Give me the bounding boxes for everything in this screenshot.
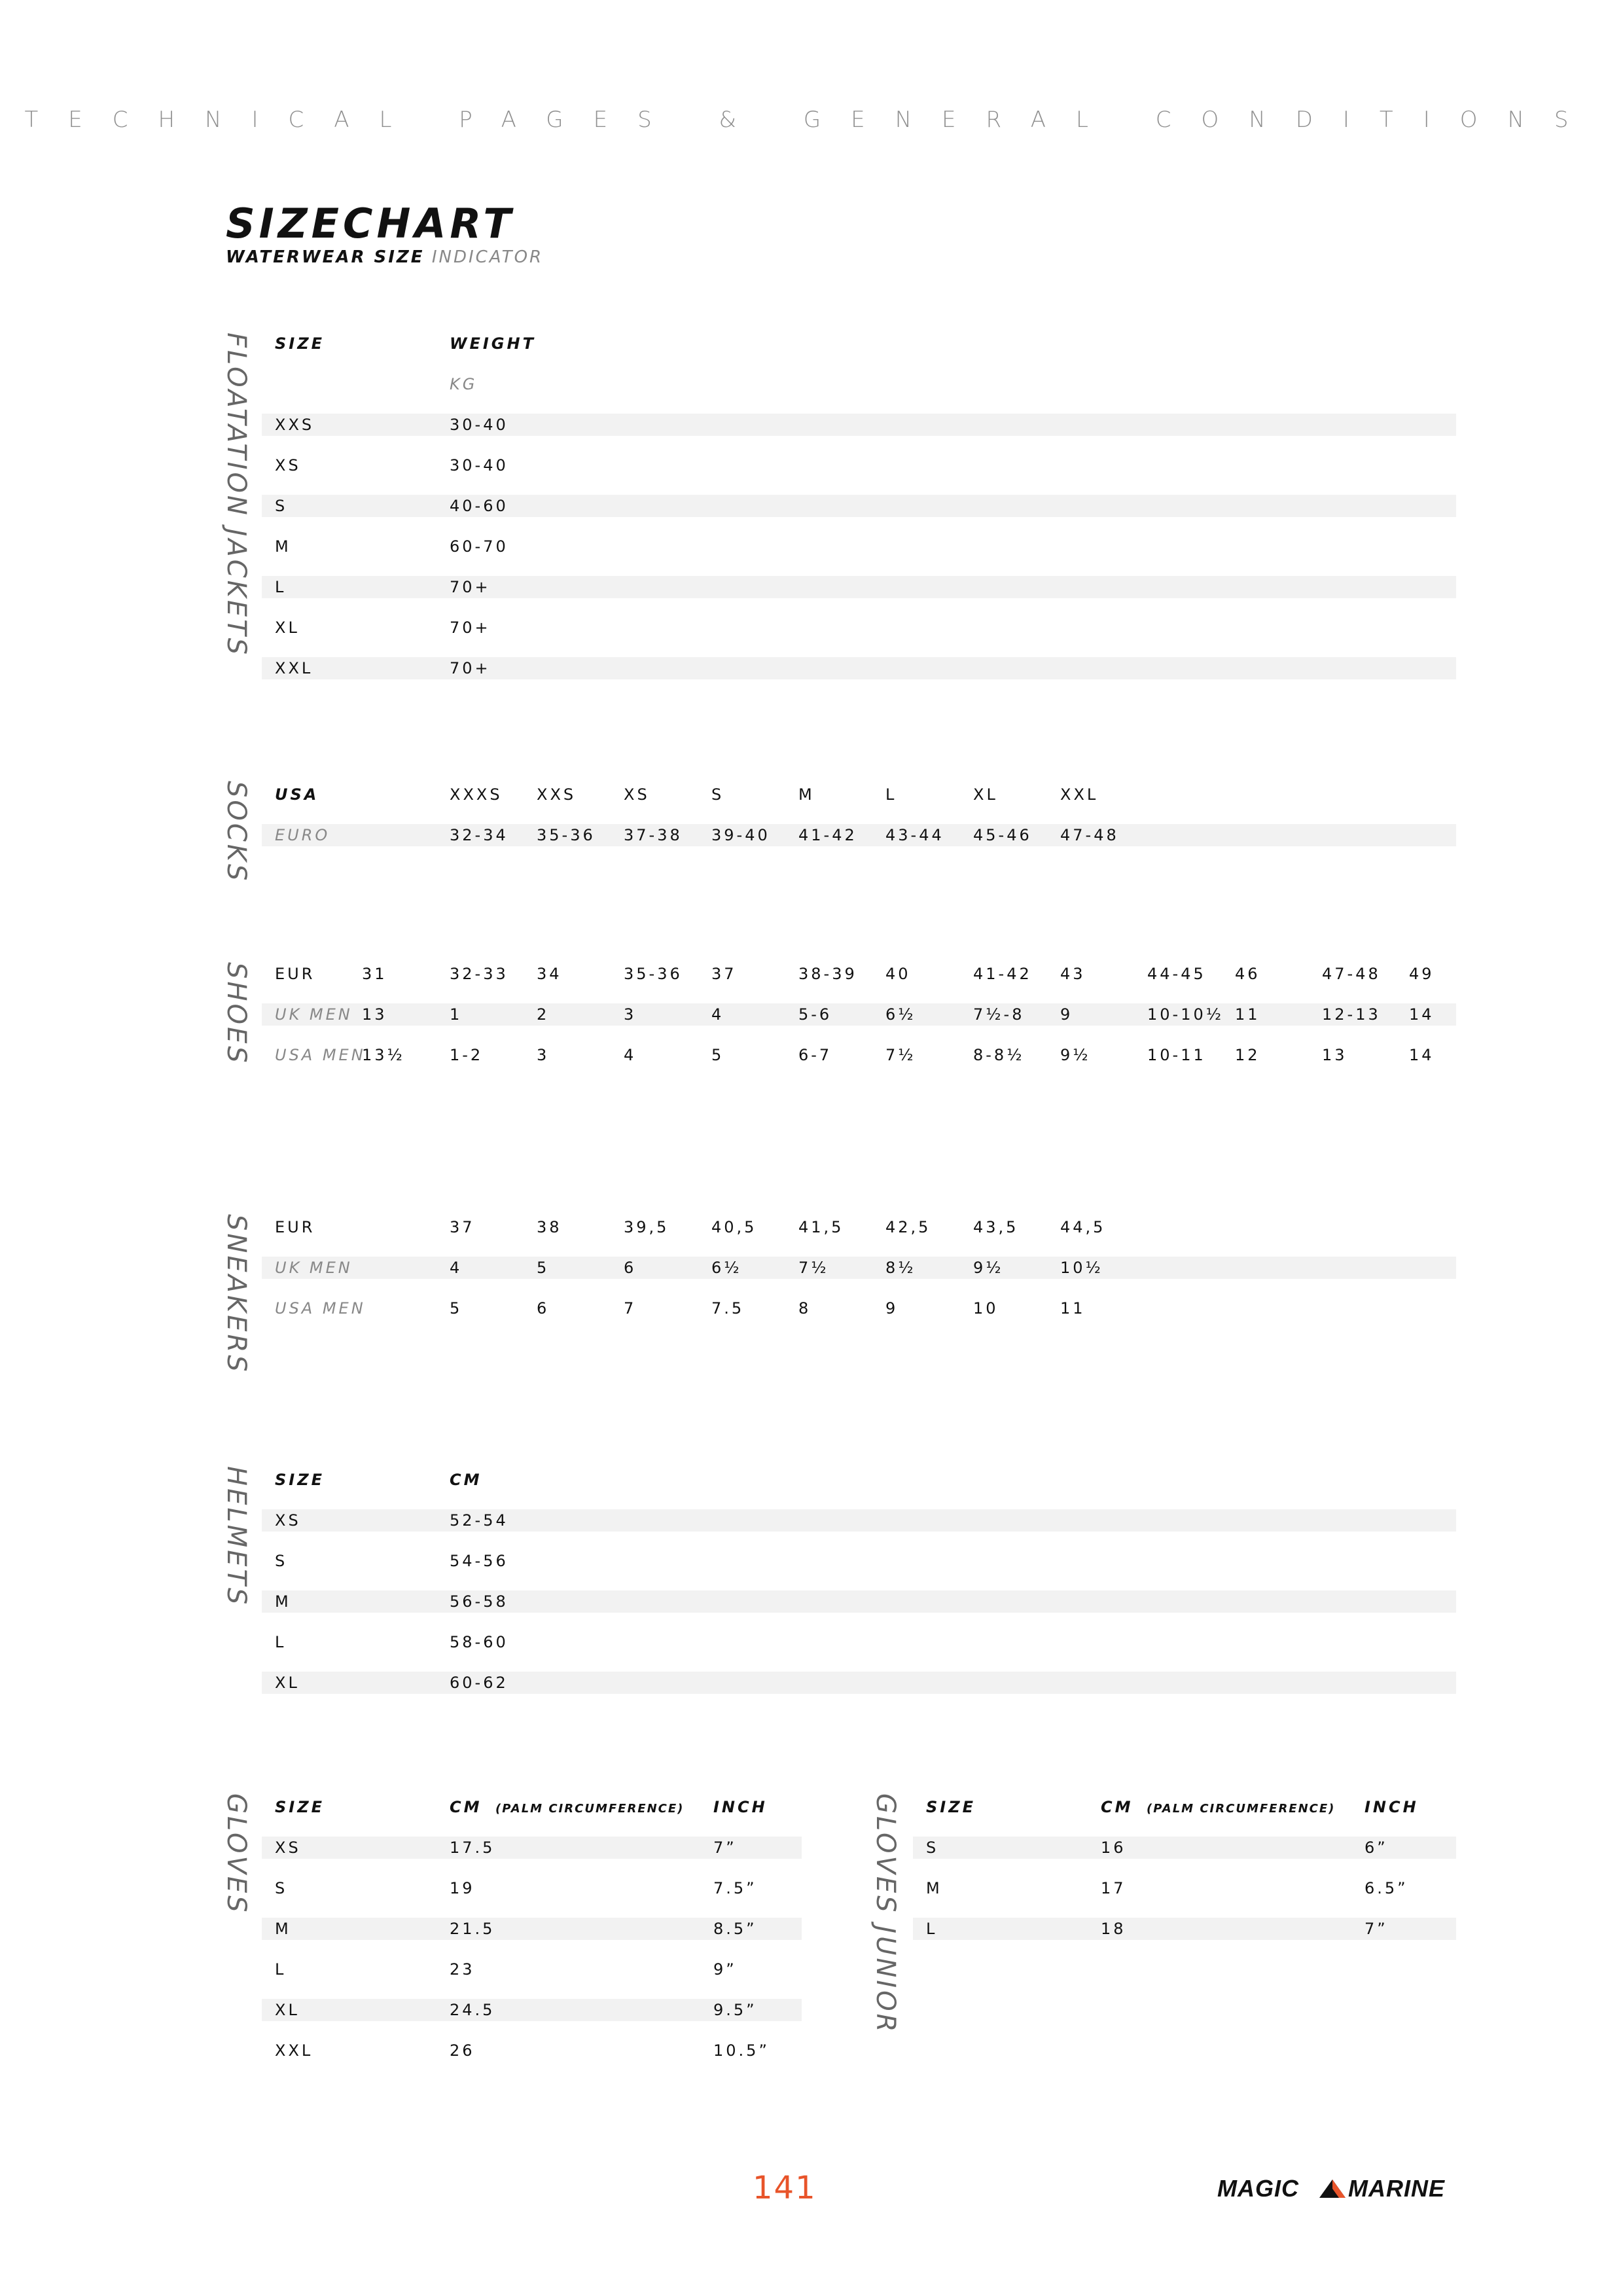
table-cell: 42,5 — [885, 1218, 931, 1236]
table-cell: 37 — [450, 1218, 475, 1236]
row-label: UK MEN — [275, 1005, 353, 1024]
table-cell: 14 — [1409, 1046, 1435, 1064]
page-title: SIZECHART — [226, 200, 515, 247]
table-cell: 37 — [711, 965, 737, 983]
table-header-row — [262, 332, 1456, 355]
table-row — [262, 1216, 1456, 1238]
table-cell: 43-44 — [885, 826, 944, 844]
table-cell: S — [711, 785, 724, 804]
header-size: SIZE — [275, 1798, 325, 1816]
table-row — [262, 657, 1456, 679]
section-label-floatation: FLOATATION JACKETS — [221, 332, 251, 657]
row-label: EUR — [275, 965, 315, 983]
table-row — [262, 617, 1456, 639]
section-label-shoes: SHOES — [221, 962, 251, 1066]
cell-size: M — [926, 1879, 942, 1897]
table-cell: L — [885, 785, 897, 804]
table-cell: 5 — [537, 1259, 550, 1277]
table-row — [262, 1918, 802, 1940]
header-cm: CM — [450, 1471, 482, 1489]
cell-inch: 10.5” — [713, 2041, 770, 2060]
table-cell: 9 — [885, 1299, 899, 1318]
cell-weight: 40-60 — [450, 497, 508, 515]
cell-size: M — [275, 537, 291, 556]
section-label-socks: SOCKS — [221, 781, 251, 884]
table-cell: 10-11 — [1147, 1046, 1206, 1064]
shoes-table — [262, 963, 1456, 1066]
table-cell: 39-40 — [711, 826, 770, 844]
table-cell: 7.5 — [711, 1299, 745, 1318]
table-cell: 8½ — [885, 1259, 916, 1277]
cell-weight: 60-70 — [450, 537, 508, 556]
header-weight: WEIGHT — [450, 334, 536, 353]
cell-size: XL — [275, 619, 300, 637]
page-number: 141 — [753, 2170, 817, 2206]
table-cell: 7 — [624, 1299, 637, 1318]
gloves-junior-table — [913, 1796, 1456, 1940]
table-cell: 39,5 — [624, 1218, 669, 1236]
cell-size: XL — [275, 2001, 300, 2019]
table-row — [913, 1918, 1456, 1940]
table-cell: 44,5 — [1060, 1218, 1106, 1236]
table-cell: 47-48 — [1060, 826, 1119, 844]
table-cell: 7½-8 — [973, 1005, 1025, 1024]
header-cm: CM — [1101, 1798, 1133, 1816]
table-cell: 10-10½ — [1147, 1005, 1224, 1024]
table-cell: 10 — [973, 1299, 999, 1318]
page-header: TECHNICAL PAGES & GENERAL CONDITIONS — [24, 107, 1599, 133]
sneakers-table — [262, 1216, 1456, 1319]
cell-size: XXL — [275, 2041, 313, 2060]
table-cell: 9½ — [973, 1259, 1004, 1277]
table-cell: XL — [973, 785, 998, 804]
table-cell: 4 — [624, 1046, 637, 1064]
cell-size: XXL — [275, 659, 313, 677]
table-cell: XS — [624, 785, 650, 804]
cell-size: M — [275, 1592, 291, 1611]
table-cell: 37-38 — [624, 826, 683, 844]
cell-cm: 18 — [1101, 1920, 1126, 1938]
table-row — [262, 1999, 802, 2021]
cell-inch: 6.5” — [1364, 1879, 1408, 1897]
table-cell: 13 — [1322, 1046, 1347, 1064]
cell-cm: 17.5 — [450, 1839, 495, 1857]
logo-text-left: MAGIC — [1217, 2175, 1299, 2202]
table-cell: 13½ — [362, 1046, 405, 1064]
header-inch: INCH — [1364, 1798, 1419, 1816]
table-row — [262, 454, 1456, 476]
table-cell: 9½ — [1060, 1046, 1091, 1064]
table-cell: 11 — [1235, 1005, 1260, 1024]
table-cell: XXL — [1060, 785, 1099, 804]
cell-size: L — [275, 1633, 287, 1651]
table-row — [262, 783, 1456, 806]
table-cell: 41-42 — [798, 826, 857, 844]
cell-weight: 70+ — [450, 659, 491, 677]
table-cell: 3 — [624, 1005, 637, 1024]
table-cell: 43 — [1060, 965, 1086, 983]
table-header-row — [913, 1796, 1456, 1818]
cell-cm: 23 — [450, 1960, 475, 1979]
cell-weight: 30-40 — [450, 456, 508, 475]
table-cell: 49 — [1409, 965, 1435, 983]
table-cell: 1 — [450, 1005, 463, 1024]
table-row — [262, 963, 1456, 985]
row-label: EUR — [275, 1218, 315, 1236]
table-unit-row — [262, 373, 1456, 395]
table-cell: 35-36 — [537, 826, 596, 844]
cell-size: XS — [275, 1839, 301, 1857]
table-cell: 13 — [362, 1005, 387, 1024]
table-row — [262, 1631, 1456, 1653]
table-cell: 43,5 — [973, 1218, 1019, 1236]
table-cell: 8 — [798, 1299, 812, 1318]
table-header-row — [262, 1469, 1456, 1491]
cell-size: S — [275, 1552, 288, 1570]
table-row — [262, 495, 1456, 517]
table-cell: 4 — [450, 1259, 463, 1277]
cell-inch: 9.5” — [713, 2001, 757, 2019]
header-cm-note: (PALM CIRCUMFERENCE) — [1147, 1802, 1336, 1816]
table-row — [913, 1837, 1456, 1859]
page-subtitle — [226, 247, 543, 267]
cell-cm: 26 — [450, 2041, 475, 2060]
cell-size: L — [275, 578, 287, 596]
header-inch: INCH — [713, 1798, 768, 1816]
table-row — [262, 1509, 1456, 1532]
table-row — [262, 576, 1456, 598]
table-cell: 14 — [1409, 1005, 1435, 1024]
header-size: SIZE — [275, 334, 325, 353]
table-cell: 6 — [624, 1259, 637, 1277]
section-label-gloves-junior: GLOVES JUNIOR — [870, 1793, 901, 2035]
socks-table — [262, 783, 1456, 846]
row-label: UK MEN — [275, 1259, 353, 1277]
table-cell: 40,5 — [711, 1218, 757, 1236]
table-cell: 44-45 — [1147, 965, 1206, 983]
table-cell: 38 — [537, 1218, 562, 1236]
table-cell: 7½ — [798, 1259, 829, 1277]
section-label-gloves: GLOVES — [221, 1793, 251, 1915]
table-row — [262, 1590, 1456, 1613]
cell-cm: 60-62 — [450, 1674, 508, 1692]
table-row — [262, 1003, 1456, 1026]
header-size: SIZE — [275, 1471, 325, 1489]
unit-label: KG — [450, 375, 478, 393]
cell-weight: 70+ — [450, 619, 491, 637]
cell-cm: 54-56 — [450, 1552, 508, 1570]
table-cell: 45-46 — [973, 826, 1032, 844]
table-cell: 46 — [1235, 965, 1260, 983]
cell-cm: 21.5 — [450, 1920, 495, 1938]
table-cell: 6½ — [711, 1259, 742, 1277]
cell-inch: 7” — [1364, 1920, 1388, 1938]
table-cell: 12-13 — [1322, 1005, 1381, 1024]
cell-inch: 9” — [713, 1960, 737, 1979]
table-header-row — [262, 1796, 802, 1818]
row-label: USA MEN — [275, 1299, 366, 1318]
table-row — [262, 414, 1456, 436]
table-row — [262, 1837, 802, 1859]
table-cell: 6 — [537, 1299, 550, 1318]
cell-cm: 58-60 — [450, 1633, 508, 1651]
header-size: SIZE — [926, 1798, 976, 1816]
row-label: EURO — [275, 826, 330, 844]
cell-cm: 16 — [1101, 1839, 1126, 1857]
section-label-helmets: HELMETS — [221, 1466, 251, 1607]
table-cell: 47-48 — [1322, 965, 1381, 983]
cell-size: XXS — [275, 416, 315, 434]
cell-cm: 19 — [450, 1879, 475, 1897]
table-cell: 1-2 — [450, 1046, 484, 1064]
table-cell: 12 — [1235, 1046, 1260, 1064]
table-cell: 8-8½ — [973, 1046, 1025, 1064]
table-cell: 9 — [1060, 1005, 1073, 1024]
cell-cm: 17 — [1101, 1879, 1126, 1897]
table-row — [262, 1257, 1456, 1279]
row-label: USA MEN — [275, 1046, 366, 1064]
cell-size: S — [926, 1839, 939, 1857]
cell-inch: 7” — [713, 1839, 737, 1857]
cell-size: XS — [275, 1511, 301, 1530]
table-row — [262, 1672, 1456, 1694]
table-cell: 34 — [537, 965, 562, 983]
table-cell: M — [798, 785, 815, 804]
table-row — [262, 1877, 802, 1899]
cell-size: M — [275, 1920, 291, 1938]
cell-inch: 6” — [1364, 1839, 1388, 1857]
cell-size: S — [275, 497, 288, 515]
cell-size: XL — [275, 1674, 300, 1692]
table-row — [262, 535, 1456, 558]
table-cell: 4 — [711, 1005, 724, 1024]
table-cell: 6½ — [885, 1005, 916, 1024]
table-row — [262, 1550, 1456, 1572]
helmets-table — [262, 1469, 1456, 1694]
table-cell: 5 — [711, 1046, 724, 1064]
magic-marine-logo — [1217, 2172, 1459, 2204]
cell-inch: 7.5” — [713, 1879, 757, 1897]
table-cell: 41-42 — [973, 965, 1032, 983]
logo-text-right: MARINE — [1348, 2175, 1445, 2202]
table-cell: 5 — [450, 1299, 463, 1318]
subtitle-bold: WATERWEAR SIZE — [226, 247, 425, 267]
table-cell: XXXS — [450, 785, 503, 804]
cell-size: L — [926, 1920, 938, 1938]
table-cell: 3 — [537, 1046, 550, 1064]
table-cell: 7½ — [885, 1046, 916, 1064]
table-cell: 40 — [885, 965, 911, 983]
table-row — [913, 1877, 1456, 1899]
table-cell: 2 — [537, 1005, 550, 1024]
table-row — [262, 2039, 802, 2062]
cell-weight: 70+ — [450, 578, 491, 596]
table-row — [262, 1297, 1456, 1319]
row-label: USA — [275, 785, 319, 804]
table-cell: XXS — [537, 785, 577, 804]
table-cell: 35-36 — [624, 965, 683, 983]
cell-cm: 24.5 — [450, 2001, 495, 2019]
cell-size: L — [275, 1960, 287, 1979]
table-cell: 11 — [1060, 1299, 1086, 1318]
table-cell: 41,5 — [798, 1218, 844, 1236]
cell-inch: 8.5” — [713, 1920, 757, 1938]
cell-weight: 30-40 — [450, 416, 508, 434]
cell-cm: 56-58 — [450, 1592, 508, 1611]
table-cell: 32-34 — [450, 826, 508, 844]
gloves-table — [262, 1796, 802, 2062]
table-cell: 31 — [362, 965, 387, 983]
table-row — [262, 824, 1456, 846]
subtitle-light: INDICATOR — [431, 247, 544, 267]
table-cell: 32-33 — [450, 965, 508, 983]
table-cell: 38-39 — [798, 965, 857, 983]
table-cell: 5-6 — [798, 1005, 832, 1024]
table-row — [262, 1044, 1456, 1066]
header-cm-note: (PALM CIRCUMFERENCE) — [495, 1802, 685, 1816]
section-label-sneakers: SNEAKERS — [221, 1214, 251, 1374]
cell-cm: 52-54 — [450, 1511, 508, 1530]
table-row — [262, 1958, 802, 1981]
cell-size: S — [275, 1879, 288, 1897]
floatation-table — [262, 332, 1456, 679]
table-cell: 10½ — [1060, 1259, 1103, 1277]
cell-size: XS — [275, 456, 301, 475]
header-cm: CM — [450, 1798, 482, 1816]
table-cell: 6-7 — [798, 1046, 832, 1064]
